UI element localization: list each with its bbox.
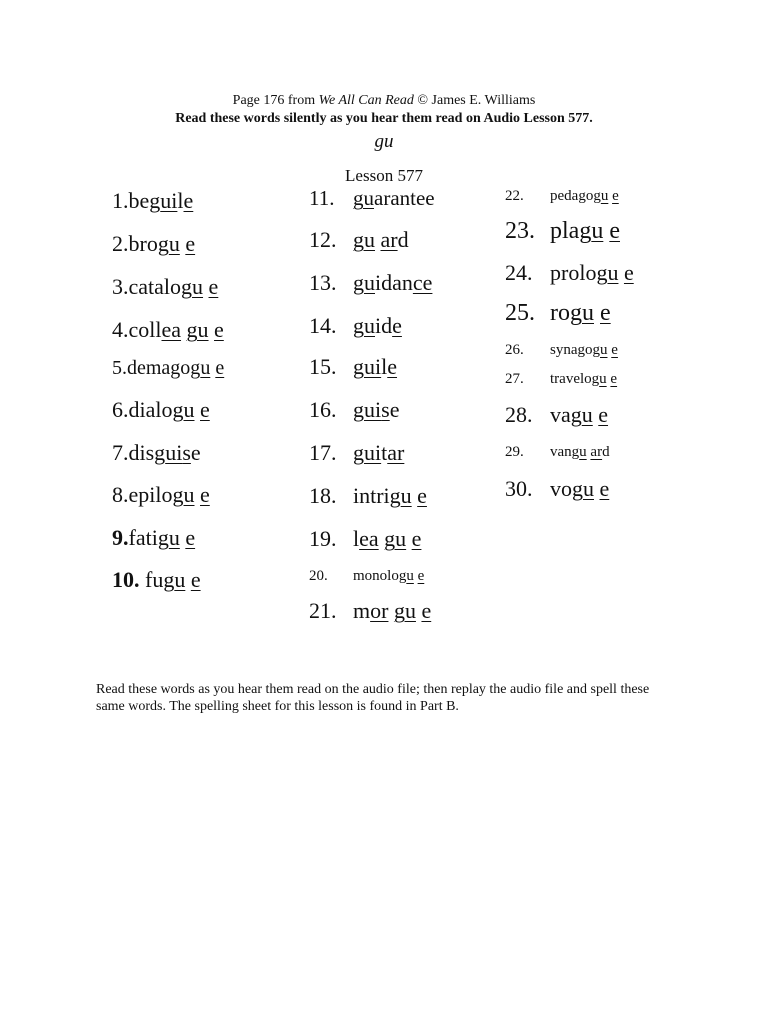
underlined-segment: u <box>192 274 204 299</box>
item-number: 17. <box>309 440 337 465</box>
underlined-segment: e <box>392 313 402 338</box>
item-number: 24. <box>505 260 533 285</box>
word-segment: d <box>602 444 610 460</box>
word-segment: g <box>353 354 364 379</box>
book-title: We All Can Read <box>318 93 414 108</box>
word-segment: idan <box>375 270 413 295</box>
word <box>550 188 619 205</box>
word-segment: epilog <box>128 482 184 507</box>
underlined-segment: ui <box>364 397 382 422</box>
word-segment: g <box>353 440 364 465</box>
underlined-segment: ea <box>359 526 379 551</box>
word <box>129 231 196 257</box>
underlined-segment: s <box>182 440 191 465</box>
word <box>140 567 201 593</box>
word-item <box>505 300 611 327</box>
copyright: © James E. Williams <box>413 93 536 108</box>
underlined-segment: u <box>200 357 211 379</box>
word-segment: id <box>375 313 393 338</box>
underlined-segment: ar <box>380 227 398 252</box>
word <box>550 300 611 327</box>
underlined-segment: u <box>600 188 609 204</box>
word <box>550 444 610 461</box>
underlined-segment: ar <box>387 440 405 465</box>
underlined-segment: ui <box>364 354 382 379</box>
underlined-segment: ea <box>161 317 182 342</box>
word-segment: brog <box>128 231 169 256</box>
word-segment: e <box>190 440 201 465</box>
item-number: 28. <box>505 402 533 427</box>
word-segment: arantee <box>374 186 435 210</box>
underlined-segment: e <box>598 402 609 427</box>
underlined-segment: e <box>600 300 611 326</box>
word-item <box>309 354 398 380</box>
underlined-segment: u <box>581 402 593 427</box>
underlined-segment: e <box>599 476 610 501</box>
item-number: 7. <box>112 440 129 465</box>
word-segment: monolog <box>353 568 407 584</box>
word-item <box>505 444 610 461</box>
underlined-segment: e <box>411 526 422 551</box>
word <box>127 357 224 380</box>
word-item <box>112 357 224 380</box>
item-number: 10. <box>112 567 140 592</box>
footer-instructions: Read these words as you hear them read on the audio file; then replay the audio file and spell these same words. The spelling sheet for this lesson is found in Part B. <box>96 682 650 714</box>
underlined-segment: gu <box>353 227 375 252</box>
underlined-segment: u <box>579 444 587 460</box>
word-segment: m <box>353 598 371 623</box>
word <box>353 227 409 253</box>
word-segment: vag <box>550 402 582 427</box>
underlined-segment: e <box>623 260 634 285</box>
word-segment: prolog <box>550 260 608 285</box>
underlined-segment: ce <box>412 270 433 295</box>
word-item <box>505 260 634 286</box>
word-segment: l <box>177 188 184 213</box>
word-item <box>309 568 425 585</box>
word-segment: coll <box>128 317 162 342</box>
item-number: 13. <box>309 270 337 295</box>
source-prefix: Page 176 from <box>232 93 319 108</box>
word-segment: l <box>353 526 360 551</box>
item-number: 29. <box>505 444 524 460</box>
underlined-segment: e <box>200 482 210 507</box>
underlined-segment: u <box>183 397 195 422</box>
word-item <box>309 186 435 211</box>
word-item <box>505 188 619 205</box>
underlined-segment: u <box>168 231 180 256</box>
underlined-segment: gu <box>384 526 407 551</box>
word <box>353 526 421 552</box>
word <box>550 371 617 388</box>
word-segment: e <box>389 397 400 422</box>
word <box>129 317 224 343</box>
underlined-segment: e <box>417 568 425 584</box>
word-item <box>505 371 618 388</box>
word <box>550 476 609 502</box>
underlined-segment: u <box>599 371 607 387</box>
underlined-segment: u <box>607 260 619 285</box>
item-number: 26. <box>505 342 524 358</box>
word <box>353 598 431 624</box>
item-number: 22. <box>505 188 524 204</box>
word-item <box>112 397 210 423</box>
item-number: 23. <box>505 218 535 244</box>
underlined-segment: e <box>612 188 619 204</box>
word-segment: vang <box>550 444 580 460</box>
word <box>353 440 404 466</box>
word-segment: plag <box>550 218 592 244</box>
underlined-segment: e <box>214 317 224 342</box>
word-segment: l <box>381 354 388 379</box>
underlined-segment: s <box>381 397 390 422</box>
item-number: 11. <box>309 186 335 210</box>
word-item <box>505 402 609 428</box>
source-line <box>0 93 768 109</box>
word-segment: t <box>381 440 388 465</box>
word-segment: rog <box>550 300 582 326</box>
underlined-segment: e <box>185 231 196 256</box>
underlined-segment: gu <box>186 317 209 342</box>
item-number: 18. <box>309 483 337 508</box>
word <box>353 568 424 585</box>
item-number: 21. <box>309 598 337 623</box>
item-number: 4. <box>112 317 129 342</box>
word-item <box>112 482 210 508</box>
underlined-segment: e <box>190 567 201 592</box>
item-number: 15. <box>309 354 337 379</box>
word-item <box>112 274 218 300</box>
word-segment: beg <box>128 188 161 213</box>
underlined-segment: u <box>364 313 375 338</box>
word <box>129 482 210 508</box>
underlined-segment: e <box>611 342 618 358</box>
item-number: 14. <box>309 313 337 338</box>
item-number: 25. <box>505 300 535 326</box>
underlined-segment: e <box>215 357 225 379</box>
word-item <box>309 227 409 253</box>
word-item <box>112 525 195 551</box>
word <box>353 270 432 296</box>
underlined-segment: u <box>591 218 604 244</box>
item-number: 8. <box>112 482 129 507</box>
word <box>353 186 435 211</box>
word-segment: intrig <box>353 483 401 508</box>
item-number: 6. <box>112 397 129 422</box>
underlined-segment: u <box>600 342 608 358</box>
underlined-segment: u <box>582 300 594 326</box>
word-segment: fug <box>139 567 175 592</box>
item-number: 2. <box>112 231 129 256</box>
word <box>550 342 618 359</box>
item-number: 16. <box>309 397 337 422</box>
word <box>129 397 210 423</box>
item-number: 12. <box>309 227 337 252</box>
word-item <box>112 567 201 593</box>
word-item <box>309 598 432 624</box>
word <box>129 188 194 214</box>
word-segment: g <box>353 313 364 338</box>
underlined-segment: u <box>183 482 195 507</box>
word-segment: demagog <box>127 357 201 379</box>
underlined-segment: e <box>183 188 194 213</box>
word-item <box>505 476 610 502</box>
word <box>353 354 397 380</box>
item-number: 3. <box>112 274 129 299</box>
word-item <box>112 317 224 343</box>
word-segment: g <box>353 397 364 422</box>
underlined-segment: e <box>208 274 219 299</box>
underlined-segment: ui <box>160 188 178 213</box>
word <box>353 313 402 339</box>
underlined-segment: e <box>421 598 432 623</box>
word-item <box>309 270 433 296</box>
word-item <box>309 526 422 552</box>
underlined-segment: e <box>609 218 620 244</box>
item-number: 20. <box>309 568 328 584</box>
underlined-segment: u <box>168 525 180 550</box>
underlined-segment: u <box>400 483 412 508</box>
word-segment: d <box>397 227 409 252</box>
underlined-segment: gu <box>353 186 374 210</box>
word-segment: g <box>353 270 364 295</box>
word-item <box>112 188 193 214</box>
word <box>353 397 399 423</box>
word-segment: travelog <box>550 371 600 387</box>
item-number: 30. <box>505 476 533 501</box>
word <box>129 274 219 300</box>
word <box>129 440 201 466</box>
underlined-segment: e <box>185 525 196 550</box>
underlined-segment: ui <box>165 440 183 465</box>
underlined-segment: ui <box>364 440 382 465</box>
item-number: 5. <box>112 357 127 379</box>
word <box>550 218 620 245</box>
item-number: 9. <box>112 525 129 550</box>
word-item <box>112 231 195 257</box>
word-item <box>505 218 620 245</box>
item-number: 19. <box>309 526 337 551</box>
word-segment: disg <box>128 440 166 465</box>
underlined-segment: u <box>364 270 375 295</box>
underlined-segment: e <box>200 397 210 422</box>
word-item <box>309 483 427 509</box>
item-number: 27. <box>505 371 524 387</box>
underlined-segment: gu <box>393 598 416 623</box>
word-segment: synagog <box>550 342 600 358</box>
word-segment: fatig <box>128 525 169 550</box>
instruction: Read these words silently as you hear them read on Audio Lesson 577. <box>175 111 593 126</box>
word <box>550 260 634 286</box>
underlined-segment: ar <box>590 444 603 460</box>
underlined-segment: u <box>583 476 594 501</box>
word-segment: catalog <box>128 274 193 299</box>
item-number: 1. <box>112 188 129 213</box>
underlined-segment: e <box>387 354 398 379</box>
underlined-segment: e <box>610 371 618 387</box>
phonogram: gu <box>374 131 394 152</box>
word <box>353 483 427 509</box>
word-item <box>309 440 405 466</box>
word-item <box>309 397 400 423</box>
word-item <box>112 440 201 466</box>
underlined-segment: e <box>417 483 427 508</box>
word-segment: pedagog <box>550 188 601 204</box>
lesson-title: Lesson 577 <box>345 166 423 185</box>
word-item <box>505 342 618 359</box>
word <box>129 525 196 551</box>
underlined-segment: u <box>174 567 186 592</box>
word-item <box>309 313 402 339</box>
word-segment: dialog <box>128 397 184 422</box>
underlined-segment: or <box>370 598 389 623</box>
word <box>550 402 608 428</box>
word-segment: vog <box>550 476 583 501</box>
underlined-segment: u <box>406 568 414 584</box>
